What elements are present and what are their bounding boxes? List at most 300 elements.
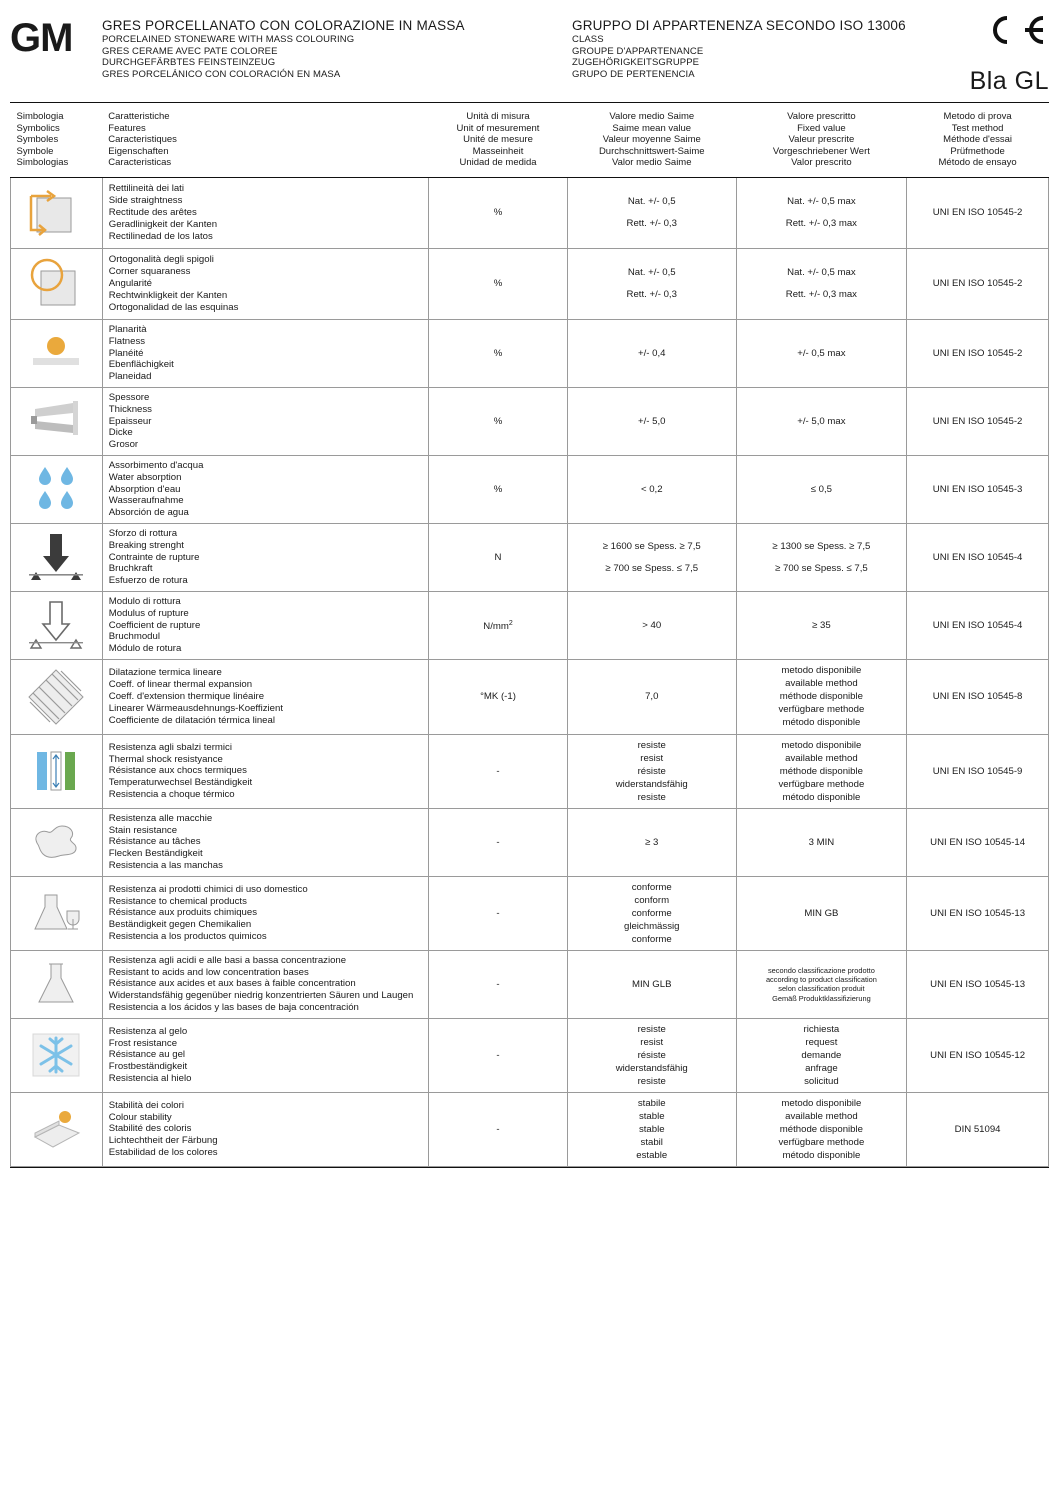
feature-cell [102, 950, 428, 1018]
feature-de: Beständigkeit gegen Chemikalien [108, 919, 252, 931]
table-row [11, 876, 1049, 950]
table-row [11, 455, 1049, 523]
feature-fr: Résistance aux chocs termiques [108, 765, 247, 777]
feature-fr: Angularité [108, 278, 152, 290]
method-cell: UNI EN ISO 10545-4 [907, 591, 1049, 659]
frost-snowflake-icon [23, 1024, 89, 1086]
side-straightness-icon [23, 182, 89, 244]
technical-specifications-table [10, 103, 1049, 1167]
header-symbols-it: Simbologia [16, 111, 64, 122]
feature-it: Rettilineità dei lati [108, 183, 184, 195]
fixed-line: Rett. +/- 0,3 max [785, 218, 857, 230]
unit-cell: - [429, 950, 568, 1018]
feature-en: Colour stability [108, 1111, 172, 1123]
thermal-shock-icon [23, 740, 89, 802]
thermal-expansion-icon [23, 664, 89, 730]
header-unit-lines [435, 111, 562, 169]
fixed-value-cell: +/- 5,0 max [736, 387, 907, 455]
table-row [11, 659, 1049, 734]
spacer [743, 279, 901, 288]
table-row [11, 808, 1049, 876]
header-mean-es: Valor medio Saime [611, 157, 692, 169]
header-method-it: Metodo di prova [943, 111, 1012, 122]
feature-en: Frost resistance [108, 1037, 178, 1049]
mean-value-cell [567, 1092, 736, 1166]
table-row [11, 248, 1049, 319]
product-title-fr: GRES CERAME AVEC PATE COLOREE [102, 45, 278, 57]
mean-value-cell [567, 177, 736, 248]
mean-line: stabile [637, 1097, 666, 1109]
header-unit-en: Unit of mesurement [456, 122, 540, 134]
header-cell-symbols [11, 103, 103, 177]
fixed-line-small: according to product classification [765, 975, 877, 985]
fixed-line: verfügbare methode [778, 778, 865, 790]
feature-it: Resistenza al gelo [108, 1025, 188, 1037]
header-fixed-es: Valor prescrito [791, 157, 852, 169]
mean-line: resist [640, 1036, 664, 1048]
feature-es: Ortogonalidad de las esquinas [108, 301, 239, 313]
thickness-caliper-icon [23, 395, 89, 447]
mean-line: stabil [640, 1136, 663, 1148]
mean-value-cell: +/- 0,4 [567, 319, 736, 387]
table-row [11, 734, 1049, 808]
feature-it: Stabilità dei colori [108, 1099, 184, 1111]
symbol-cell [11, 808, 103, 876]
method-cell: UNI EN ISO 10545-9 [907, 734, 1049, 808]
class-value: Bla GL [969, 67, 1049, 95]
fixed-line: verfügbare methode [778, 704, 865, 716]
fixed-line: metodo disponibile [781, 739, 862, 751]
product-description-block [102, 8, 572, 80]
class-group-block [572, 8, 924, 80]
feature-it: Resistenza ai prodotti chimici di uso domestico [108, 883, 308, 895]
unit-cell: N [429, 523, 568, 591]
unit-cell: - [429, 1018, 568, 1092]
spacer [574, 279, 730, 288]
feature-en: Water absorption [108, 471, 182, 483]
fixed-value-cell: ≤ 0,5 [736, 455, 907, 523]
table-row [11, 1018, 1049, 1092]
fixed-line: método disponible [782, 717, 861, 729]
modulus-rupture-icon [23, 596, 89, 654]
feature-es: Resistencia a los productos quimicos [108, 931, 267, 943]
mean-value-cell [567, 734, 736, 808]
fixed-line: anfrage [805, 1062, 838, 1074]
header-mean-en: Saime mean value [612, 122, 692, 134]
fixed-line: available method [785, 1110, 858, 1122]
mean-value-cell [567, 523, 736, 591]
feature-es: Estabilidad de los colores [108, 1147, 218, 1159]
product-title-en: PORCELAINED STONEWARE WITH MASS COLOURING [102, 34, 355, 45]
unit-cell: % [429, 387, 568, 455]
mean-line: resiste [637, 739, 666, 751]
unit-cell: % [429, 455, 568, 523]
feature-fr: Coefficient de rupture [108, 619, 201, 631]
header-symbols-es: Simbologias [16, 157, 69, 169]
feature-en: Thermal shock resistyance [108, 753, 223, 765]
feature-en: Flatness [108, 335, 146, 347]
feature-en: Breaking strenght [108, 539, 184, 551]
feature-it: Ortogonalità degli spigoli [108, 254, 214, 266]
feature-de: Geradlinigkeit der Kanten [108, 218, 218, 230]
symbol-cell [11, 876, 103, 950]
table-row [11, 319, 1049, 387]
feature-es: Resistencia a choque térmico [108, 789, 235, 801]
header-mean-de: Durchschnittswert-Saime [598, 145, 705, 157]
method-cell: UNI EN ISO 10545-4 [907, 523, 1049, 591]
mean-value-cell [567, 1018, 736, 1092]
unit-cell: - [429, 1092, 568, 1166]
feature-cell [102, 1092, 428, 1166]
method-cell: UNI EN ISO 10545-14 [907, 808, 1049, 876]
mean-line: conforme [631, 907, 672, 919]
fixed-line: ≥ 700 se Spess. ≤ 7,5 [775, 562, 868, 574]
mean-value-cell: MIN GLB [567, 950, 736, 1018]
fixed-line-small: secondo classificazione prodotto [767, 965, 875, 975]
fixed-line: Nat. +/- 0,5 max [787, 196, 856, 208]
mean-line: ≥ 700 se Spess. ≤ 7,5 [605, 562, 699, 574]
mean-line: conforme [631, 881, 672, 893]
feature-es: Coefficiente de dilatación térmica lineal [108, 714, 275, 726]
unit-cell: % [429, 319, 568, 387]
ce-mark-icon [977, 14, 1049, 44]
unit-cell: - [429, 808, 568, 876]
mean-line: conforme [631, 933, 672, 945]
feature-it: Sforzo di rottura [108, 527, 178, 539]
feature-it: Modulo di rottura [108, 595, 181, 607]
class-title-de: ZUGEHÖRIGKEITSGRUPPE [572, 57, 700, 68]
header-unit-de: Masseinheit [472, 145, 524, 157]
unit-cell: $N/mm^2$ [429, 591, 568, 659]
feature-en: Coeff. of linear thermal expansion [108, 679, 253, 691]
mean-line: Rett. +/- 0,3 [626, 289, 677, 301]
unit-cell: % [429, 177, 568, 248]
brand-logo-cell [10, 8, 102, 58]
mean-value-cell: 7,0 [567, 659, 736, 734]
fixed-line-small: Gemäß Produktklassifizierung [772, 993, 871, 1003]
corner-squareness-icon [23, 253, 89, 315]
symbol-cell [11, 950, 103, 1018]
mean-line: resiste [637, 1075, 666, 1087]
mean-value-cell [567, 876, 736, 950]
feature-de: Flecken Beständigkeit [108, 848, 203, 860]
mean-line: widerstandsfähig [615, 778, 688, 790]
spacer [574, 553, 730, 562]
header-features-lines [108, 111, 422, 169]
class-title-fr: GROUPE D'APPARTENANCE [572, 45, 704, 57]
feature-cell [102, 734, 428, 808]
feature-de: Rechtwinkligkeit der Kanten [108, 289, 228, 301]
feature-fr: Coeff. d'extension thermique linéaire [108, 690, 265, 702]
mean-value-cell [567, 248, 736, 319]
feature-de: Wasseraufnahme [108, 495, 184, 507]
feature-de: Frostbeständigkeit [108, 1061, 188, 1073]
symbol-cell [11, 387, 103, 455]
header-method-es: Método de ensayo [938, 157, 1017, 169]
symbol-cell [11, 177, 103, 248]
symbol-cell [11, 1018, 103, 1092]
feature-fr: Contrainte de rupture [108, 551, 200, 563]
mean-value-cell: +/- 5,0 [567, 387, 736, 455]
fixed-line: solicitud [804, 1075, 839, 1087]
fixed-line: verfügbare methode [778, 1136, 865, 1148]
flatness-icon [23, 328, 89, 378]
mean-line: stable [638, 1110, 665, 1122]
method-cell: UNI EN ISO 10545-12 [907, 1018, 1049, 1092]
feature-it: Resistenza agli sbalzi termici [108, 741, 232, 753]
feature-de: Linearer Wärmeausdehnungs-Koeffizient [108, 702, 283, 714]
feature-es: Absorción de agua [108, 507, 189, 519]
header-method-lines [913, 111, 1043, 169]
fixed-value-cell: 3 MIN [736, 808, 907, 876]
header-mean-fr: Valeur moyenne Saime [602, 134, 701, 146]
feature-en: Modulus of rupture [108, 607, 189, 619]
fixed-value-cell: +/- 0,5 max [736, 319, 907, 387]
feature-es: Planeidad [108, 371, 152, 383]
fixed-line: méthode disponible [779, 691, 863, 703]
feature-fr: Résistance aux acides et aux bases à faible concentration [108, 978, 356, 990]
header-features-it: Caratteristiche [108, 111, 170, 122]
feature-de: Bruchkraft [108, 563, 153, 575]
product-title-es: GRES PORCELÁNICO CON COLORACIÓN EN MASA [102, 68, 341, 80]
header-symbols-de: Symbole [16, 145, 54, 157]
header-cell-features [102, 103, 428, 177]
feature-de: Ebenflächigkeit [108, 359, 174, 371]
unit-cell: °MK (-1) [429, 659, 568, 734]
table-row [11, 1092, 1049, 1166]
unit-exponent: 2 [508, 620, 513, 628]
product-title-translations [102, 34, 572, 80]
mean-line: Nat. +/- 0,5 [627, 196, 676, 208]
feature-es: Módulo de rotura [108, 643, 182, 655]
table-row [11, 523, 1049, 591]
spacer [743, 208, 901, 217]
feature-cell [102, 591, 428, 659]
method-cell: UNI EN ISO 10545-2 [907, 177, 1049, 248]
header-unit-it: Unità di misura [466, 111, 530, 122]
feature-es: Resistencia al hielo [108, 1073, 192, 1085]
fixed-value-cell [736, 1092, 907, 1166]
header-features-fr: Caracteristiques [108, 134, 177, 146]
method-cell: UNI EN ISO 10545-2 [907, 248, 1049, 319]
mean-line: gleichmässig [624, 920, 680, 932]
symbol-cell [11, 659, 103, 734]
feature-cell [102, 523, 428, 591]
feature-fr: Résistance au gel [108, 1049, 186, 1061]
symbol-cell [11, 319, 103, 387]
chemical-flask-icon [23, 885, 89, 941]
feature-it: Spessore [108, 391, 150, 403]
header-cell-test-method [907, 103, 1049, 177]
mean-line: résiste [637, 1049, 666, 1061]
feature-en: Thickness [108, 403, 152, 415]
header-method-fr: Méthode d'essai [943, 134, 1013, 146]
feature-cell [102, 248, 428, 319]
fixed-line: available method [785, 752, 858, 764]
table-row [11, 950, 1049, 1018]
feature-es: Rectilinedad de los latos [108, 230, 213, 242]
table-row [11, 591, 1049, 659]
feature-cell [102, 177, 428, 248]
breaking-strength-icon [23, 528, 89, 586]
mean-line: ≥ 1600 se Spess. ≥ 7,5 [602, 540, 701, 552]
fixed-line: richiesta [803, 1023, 840, 1035]
mean-line: Rett. +/- 0,3 [626, 218, 677, 230]
feature-en: Stain resistance [108, 824, 178, 836]
header-mean-it: Valore medio Saime [609, 111, 695, 122]
symbol-cell [11, 248, 103, 319]
feature-en: Corner squaraness [108, 266, 191, 278]
feature-cell [102, 808, 428, 876]
bottom-divider [10, 1167, 1049, 1168]
class-title-es: GRUPO DE PERTENENCIA [572, 68, 695, 80]
fixed-line-small: selon classification produit [778, 984, 865, 994]
mean-line: resiste [637, 1023, 666, 1035]
header-cell-unit [429, 103, 568, 177]
fixed-line: available method [785, 678, 858, 690]
feature-it: Planarità [108, 323, 147, 335]
feature-fr: Résistance au tâches [108, 836, 201, 848]
fixed-value-cell [736, 734, 907, 808]
fixed-line: méthode disponible [779, 1123, 863, 1135]
header-method-de: Prüfmethode [950, 145, 1005, 157]
fixed-line: ≥ 1300 se Spess. ≥ 7,5 [772, 540, 871, 552]
product-title-it: GRES PORCELLANATO CON COLORAZIONE IN MASSA [102, 18, 465, 33]
feature-fr: Stabilité des coloris [108, 1123, 192, 1135]
mean-line: resist [640, 752, 664, 764]
method-cell: UNI EN ISO 10545-13 [907, 950, 1049, 1018]
feature-fr: Epaisseur [108, 415, 152, 427]
feature-it: Assorbimento d'acqua [108, 459, 204, 471]
stain-resistance-icon [23, 817, 89, 867]
fixed-value-cell [736, 248, 907, 319]
feature-es: Resistencia a las manchas [108, 860, 223, 872]
mean-line: widerstandsfähig [615, 1062, 688, 1074]
feature-cell [102, 319, 428, 387]
header-symbols-fr: Symboles [16, 134, 59, 146]
feature-es: Grosor [108, 439, 139, 451]
method-cell: UNI EN ISO 10545-2 [907, 387, 1049, 455]
header-features-es: Caracteristicas [108, 157, 172, 169]
mean-line: estable [636, 1149, 668, 1161]
colour-stability-icon [23, 1103, 89, 1155]
mean-value-cell: < 0,2 [567, 455, 736, 523]
header-symbols-lines [17, 111, 97, 169]
mean-line: resiste [637, 791, 666, 803]
feature-cell [102, 659, 428, 734]
fixed-value-cell: MIN GB [736, 876, 907, 950]
fixed-line: méthode disponible [779, 765, 863, 777]
method-cell: UNI EN ISO 10545-8 [907, 659, 1049, 734]
symbol-cell [11, 523, 103, 591]
method-cell: UNI EN ISO 10545-3 [907, 455, 1049, 523]
fixed-value-cell [736, 950, 907, 1018]
header-fixed-it: Valore prescritto [787, 111, 856, 122]
class-title-en: CLASS [572, 34, 604, 45]
symbol-cell [11, 1092, 103, 1166]
feature-de: Bruchmodul [108, 631, 160, 643]
feature-de: Temperaturwechsel Beständigkeit [108, 777, 253, 789]
fixed-line: demande [801, 1049, 842, 1061]
fixed-line: metodo disponibile [781, 1097, 862, 1109]
feature-cell [102, 455, 428, 523]
method-cell: UNI EN ISO 10545-13 [907, 876, 1049, 950]
fixed-value-cell: ≥ 35 [736, 591, 907, 659]
unit-cell: - [429, 876, 568, 950]
header-mean-lines [573, 111, 730, 169]
product-title-de: DURCHGEFÄRBTES FEINSTEINZEUG [102, 57, 276, 68]
header-symbols-en: Symbolics [16, 122, 60, 134]
feature-de: Widerstandsfähig gegenüber niedrig konzentrierten Säuren und Laugen [108, 990, 414, 1002]
header-features-de: Eigenschaften [108, 145, 169, 157]
unit-cell: - [429, 734, 568, 808]
feature-en: Resistance to chemical products [108, 895, 247, 907]
fixed-line: request [805, 1036, 838, 1048]
feature-de: Lichtechtheit der Färbung [108, 1135, 218, 1147]
class-title-it: GRUPPO DI APPARTENENZA SECONDO ISO 13006 [572, 18, 906, 33]
feature-cell [102, 387, 428, 455]
feature-es: Esfuerzo de rotura [108, 575, 188, 587]
header-cell-fixed-value [736, 103, 907, 177]
mean-line: conform [634, 894, 670, 906]
mean-value-cell: > 40 [567, 591, 736, 659]
spacer [574, 208, 730, 217]
feature-fr: Absorption d'eau [108, 483, 181, 495]
method-cell: UNI EN ISO 10545-2 [907, 319, 1049, 387]
feature-it: Dilatazione termica lineare [108, 667, 222, 679]
feature-de: Dicke [108, 427, 133, 439]
header-cell-mean-value [567, 103, 736, 177]
feature-it: Resistenza alle macchie [108, 812, 213, 824]
acid-base-flask-icon [23, 956, 89, 1012]
spacer [743, 553, 901, 562]
water-drops-icon [23, 461, 89, 517]
header-fixed-de: Vorgeschriebener Wert [772, 145, 870, 157]
fixed-value-cell [736, 177, 907, 248]
document-header [10, 8, 1049, 103]
feature-fr: Planéité [108, 347, 144, 359]
fixed-value-cell [736, 523, 907, 591]
mean-line: stable [638, 1123, 665, 1135]
feature-it: Resistenza agli acidi e alle basi a bassa concentrazione [108, 954, 347, 966]
feature-fr: Résistance aux produits chimiques [108, 907, 258, 919]
feature-en: Resistant to acids and low concentration bases [108, 966, 309, 978]
mean-value-cell: ≥ 3 [567, 808, 736, 876]
table-row [11, 387, 1049, 455]
feature-es: Resistencia a los ácidos y las bases de baja concentración [108, 1002, 359, 1014]
mean-line: résiste [637, 765, 666, 777]
fixed-line: método disponible [782, 1149, 861, 1161]
fixed-line: método disponible [782, 791, 861, 803]
fixed-line: Rett. +/- 0,3 max [785, 289, 857, 301]
header-fixed-lines [742, 111, 901, 169]
header-unit-fr: Unité de mesure [463, 134, 533, 146]
header-unit-es: Unidad de medida [459, 157, 537, 169]
symbol-cell [11, 591, 103, 659]
unit-cell: % [429, 248, 568, 319]
ce-and-class-cell [924, 8, 1049, 96]
fixed-line: metodo disponibile [781, 665, 862, 677]
header-method-en: Test method [951, 122, 1004, 134]
method-cell: DIN 51094 [907, 1092, 1049, 1166]
fixed-line: Nat. +/- 0,5 max [787, 267, 856, 279]
header-features-en: Features [108, 122, 146, 134]
mean-line: Nat. +/- 0,5 [627, 267, 676, 279]
symbol-cell [11, 734, 103, 808]
table-header-row [11, 103, 1049, 177]
header-fixed-fr: Valeur prescrite [788, 134, 855, 146]
ce-mark-svg [977, 14, 1049, 46]
